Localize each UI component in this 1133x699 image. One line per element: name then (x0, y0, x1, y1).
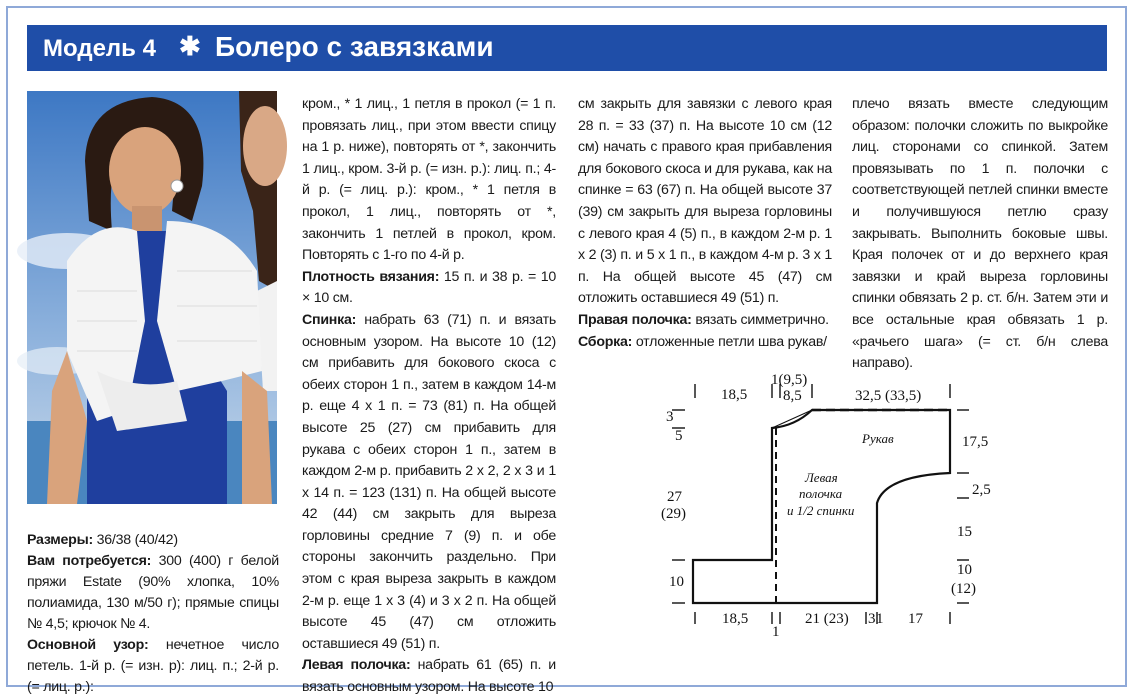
dim-bottom-18-5: 18,5 (722, 611, 749, 627)
dim-right-12: (12) (951, 581, 976, 597)
front-label-2: полочка (799, 486, 843, 501)
dim-left-27: 27 (667, 489, 682, 505)
materials-value: 300 (400) г белой пряжи Estate (90% хлопка, 10% полиамида, 130 м/50 г); прямые спицы № 4,5; крючок № 4. (27, 553, 279, 632)
dim-right-2-5: 2,5 (972, 482, 991, 498)
column-3 (578, 94, 832, 353)
assembly-label: Сборка: (578, 333, 633, 350)
right-front-value: вязать симметрично. (695, 311, 829, 328)
star-icon: ✱ (179, 31, 201, 61)
materials-label: Вам потребуется: (27, 553, 152, 569)
page-title: Болеро с завязками (215, 31, 494, 62)
model-number: Модель 4 (43, 35, 156, 62)
back-value: набрать 63 (71) п. и вязать основным узором. На высоте 10 (12) см прибавить для бокового скоса с обеих сторон 1 п., затем в каждом 14-м р. еще 4 х 1 п. = 73 (81) п. На общей высоте 25 (27) см прибавить для рукава с обеих сторон 1 п., затем в каждом 2-м р. прибавить 2 х 2, 2 х 3 и 1 х 14 п. = 123 (131) п. На общей высоте 42 (44) см закрыть для выреза горловины средние 7 (9) п. и обе стороны закончить раздельно. При этом с края выреза закрыть в каждом 2-м р. еще 1 х 3 (4) и 3 х 2 п. На общей высоте 45 (47) см отложить оставшиеся 49 (51) п. (302, 311, 556, 652)
density-value: 15 п. и 38 р. = 10 × 10 см. (302, 268, 556, 307)
pattern-value: нечетное число петель. 1-й р. (= изн. р): лиц. п.; 2-й р. (= лиц. р.): (27, 637, 279, 695)
column-1 (27, 530, 279, 698)
left-front-continued: см закрыть для завязки с левого края 28 п. = 33 (37) п. На высоте 10 см (12 см) начать с правого края прибавления для бокового скоса и для рукава, как на спинке = 63 (67) п. На общей высоте 37 (39) см закрыть для выреза горловины с левого края 4 (5) п., в каждом 2-м р. 1 х 2 (3) п. и 5 х 1 п., в каждом 4-м р. 3 х 1 п. На общей высоте 45 (47) см отложить оставшиеся 49 (51) п. (578, 96, 832, 307)
right-front-label: Правая полочка: (578, 311, 692, 328)
model-photo (27, 91, 277, 504)
dim-bottom-21: 21 (23) (805, 611, 849, 627)
dim-bottom-3: 3 (868, 611, 876, 627)
dim-right-17-5: 17,5 (962, 434, 989, 450)
dim-bottom-17: 17 (908, 611, 923, 627)
pattern-label: Основной узор: (27, 637, 149, 653)
dim-top-neck2: 8,5 (783, 388, 802, 404)
sleeve-label: Рукав (862, 431, 894, 446)
dim-top-right: 32,5 (33,5) (855, 388, 922, 404)
title-bar (27, 25, 1107, 71)
neckline (772, 410, 812, 428)
dim-bottom-1b: 1 (876, 611, 884, 627)
left-front-value: набрать 61 (65) п. и вязать основным узором. На высоте 10 (302, 657, 556, 696)
dim-left-3: 3 (666, 409, 674, 425)
front-label-1: Левая (805, 470, 838, 485)
column-4 (852, 94, 1108, 375)
pattern-continued: кром., * 1 лиц., 1 петля в прокол (= 1 п. провязать лиц., при этом ввести спицу на 1 р. ниже), повторять от *, закончить 1 лиц., кром. 3-й р. (= изн. р.): лиц. п.; 4-й р. (= лиц. р.): кром., * 1 петля в прокол, 1 лиц., повторять от *, закончить 1 петлей в прокол, кром. Повторять с 1-го по 4-й р. (302, 96, 556, 264)
dim-top-neck1: 1(9,5) (771, 372, 808, 388)
sizes-label: Размеры: (27, 532, 93, 548)
pattern-schematic (655, 368, 991, 646)
sizes-value: 36/38 (40/42) (96, 532, 178, 548)
dim-bottom-1: 1 (772, 624, 780, 640)
photo-illustration (27, 91, 277, 504)
density-label: Плотность вязания: (302, 268, 440, 285)
dim-top-left: 18,5 (721, 387, 748, 403)
front-label-3: и 1/2 спинки (787, 503, 855, 518)
assembly-value: отложенные петли шва рукав/ (635, 333, 827, 350)
dim-left-10: 10 (669, 574, 684, 590)
left-front-label: Левая полочка: (302, 657, 411, 674)
dim-right-10: 10 (957, 562, 972, 578)
dim-right-15: 15 (957, 524, 972, 540)
column-2 (302, 94, 556, 699)
dim-left-29: (29) (661, 506, 686, 522)
assembly-continued: плечо вязать вместе следующим образом: полочки сложить по выкройке лиц. сторонами со спинкой. Затем провязывать по 1 п. полочки с соответствующей петлей спинки вместе и получившуюся петлю сразу закрывать. Выполнить боковые швы. Края полочек от и до верхнего края завязки и край выреза горловины спинки обвязать 2 р. ст. б/н. Затем эти и все остальные края обвязать 1 р. «рачьего шага» (= ст. б/н слева направо). (852, 96, 1108, 372)
dim-left-5: 5 (675, 428, 683, 444)
back-label: Спинка: (302, 311, 357, 328)
